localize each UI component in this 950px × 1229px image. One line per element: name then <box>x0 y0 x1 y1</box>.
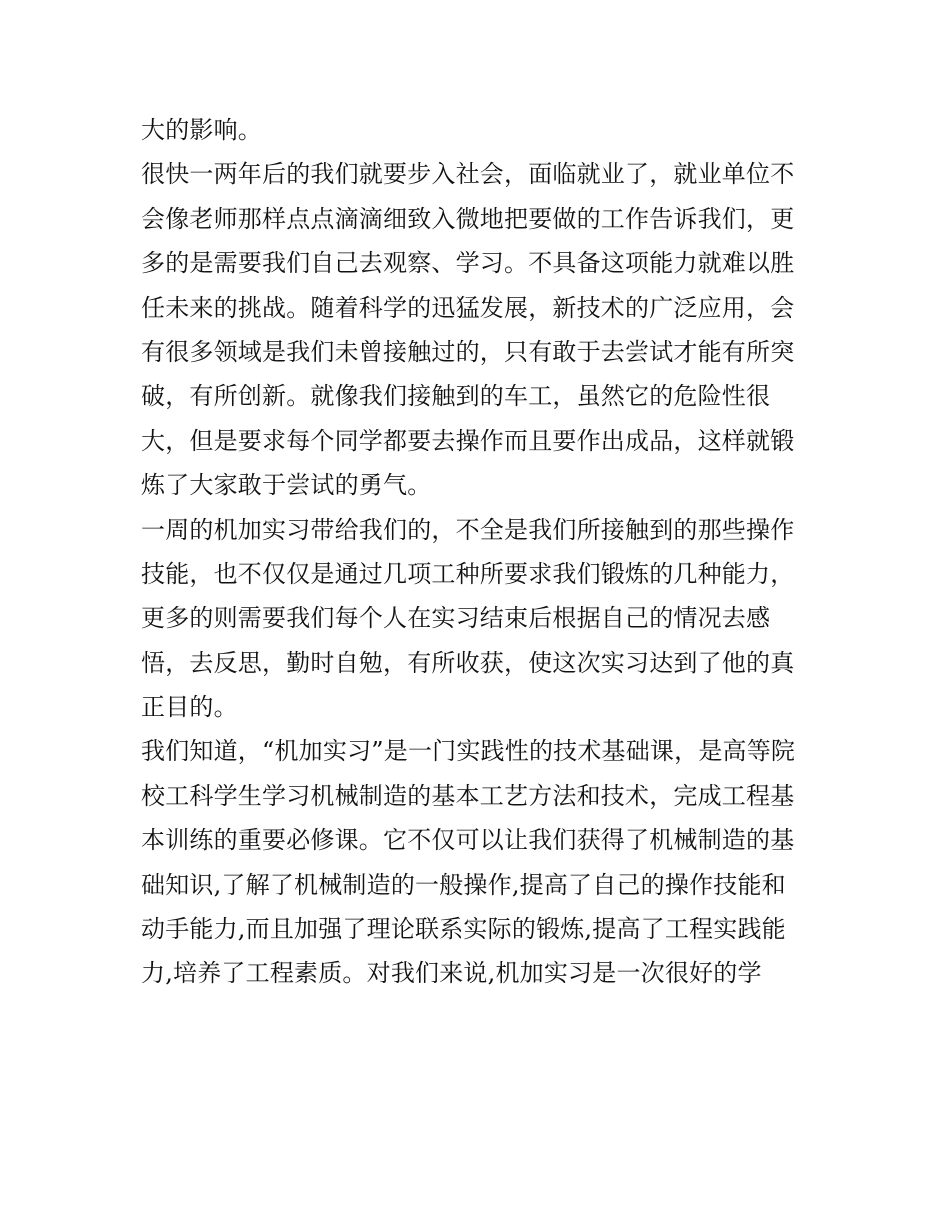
text-line: 炼了大家敢于尝试的勇气。 <box>141 471 432 500</box>
text-line: 动手能力,而且加强了理论联系实际的锻炼,提高了工程实践能 <box>141 915 786 944</box>
text-line: 础知识,了解了机械制造的一般操作,提高了自己的操作技能和 <box>141 870 786 899</box>
text-line: 我们知道，“机加实习”是一门实践性的技术基础课，是高等院 <box>141 737 796 766</box>
text-line: 很快一两年后的我们就要步入社会，面临就业了，就业单位不 <box>141 160 795 189</box>
text-line: 大，但是要求每个同学都要去操作而且要作出成品，这样就锻 <box>141 426 795 455</box>
text-line: 技能，也不仅仅是通过几项工种所要求我们锻炼的几种能力， <box>141 559 795 588</box>
text-line: 力,培养了工程素质。对我们来说,机加实习是一次很好的学 <box>141 959 762 988</box>
text-line: 本训练的重要必修课。它不仅可以让我们获得了机械制造的基 <box>141 826 795 855</box>
text-line: 任未来的挑战。随着科学的迅猛发展，新技术的广泛应用，会 <box>141 293 795 322</box>
text-line: 正目的。 <box>141 693 238 722</box>
body-text <box>141 108 821 996</box>
text-line: 有很多领域是我们未曾接触过的，只有敢于去尝试才能有所突 <box>141 337 795 366</box>
text-line: 一周的机加实习带给我们的，不全是我们所接触到的那些操作 <box>141 515 795 544</box>
text-line: 大的影响。 <box>141 116 262 144</box>
text-line: 会像老师那样点点滴滴细致入微地把要做的工作告诉我们，更 <box>141 204 795 233</box>
text-line: 校工科学生学习机械制造的基本工艺方法和技术，完成工程基 <box>141 781 795 810</box>
text-line: 多的是需要我们自己去观察、学习。不具备这项能力就难以胜 <box>141 249 795 278</box>
text-line: 破，有所创新。就像我们接触到的车工，虽然它的危险性很 <box>141 382 771 411</box>
text-line: 更多的则需要我们每个人在实习结束后根据自己的情况去感 <box>141 604 771 633</box>
text-line: 悟，去反思，勤时自勉，有所收获，使这次实习达到了他的真 <box>141 648 795 677</box>
